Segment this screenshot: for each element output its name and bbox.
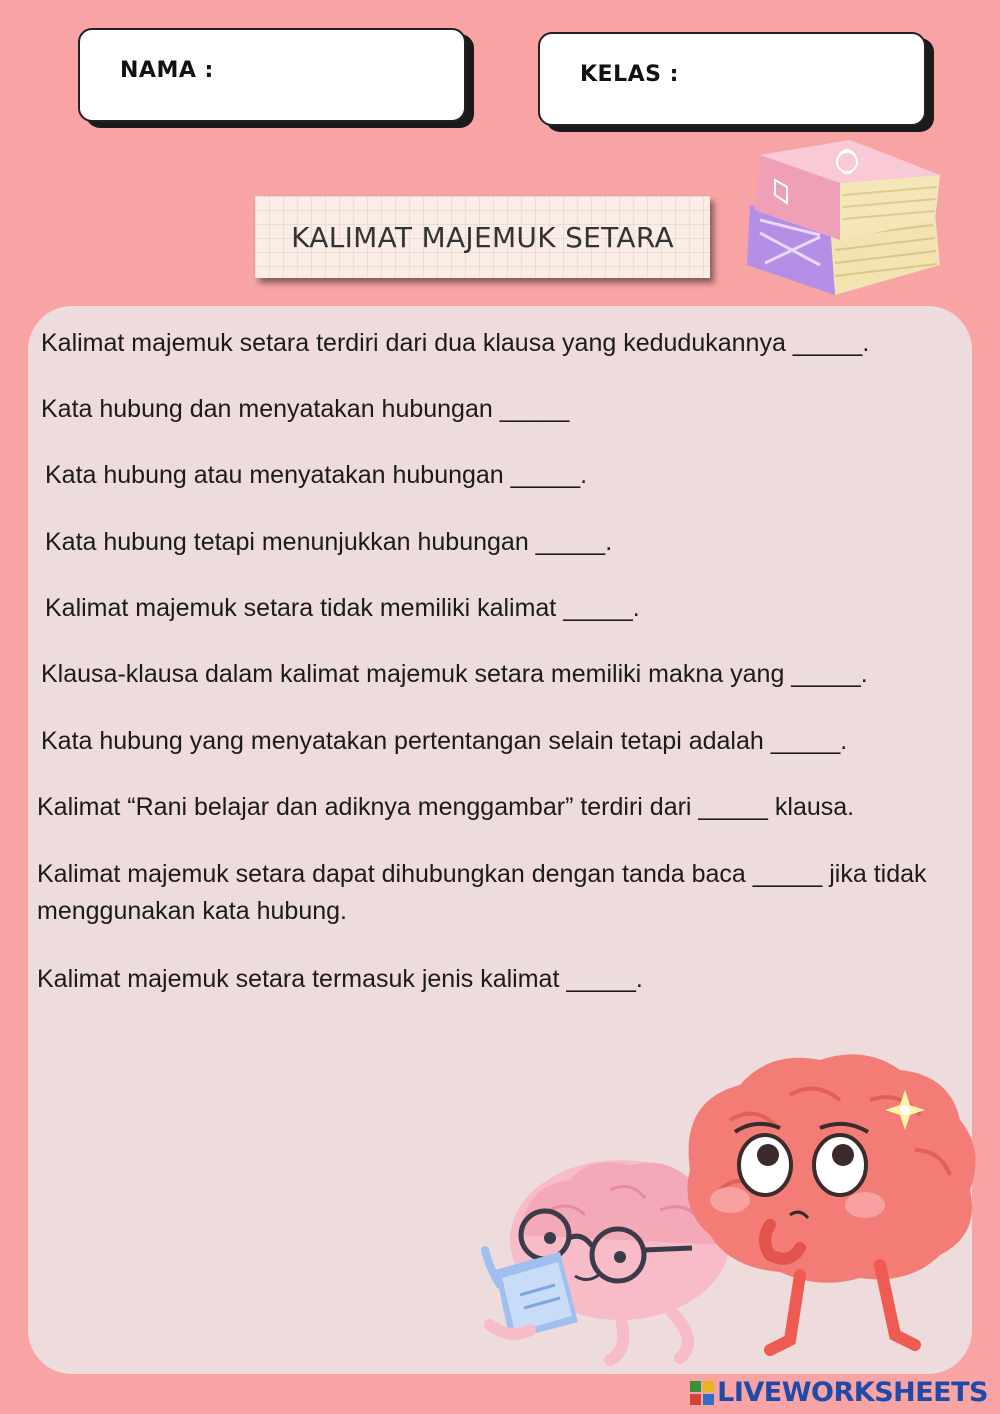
footer-brand: LIVEWORKSHEETS	[717, 1377, 988, 1408]
question-8: Kalimat “Rani belajar dan adiknya menggambar” terdiri dari _____ klausa.	[37, 793, 855, 821]
question-7: Kata hubung yang menyatakan pertentangan selain tetapi adalah _____.	[41, 727, 848, 755]
brains-illustration	[470, 1040, 985, 1370]
question-1: Kalimat majemuk setara terdiri dari dua klausa yang kedudukannya _____.	[41, 329, 870, 357]
books-stack-icon	[735, 125, 950, 305]
question-2: Kata hubung dan menyatakan hubungan _____	[41, 395, 570, 423]
class-input[interactable]	[690, 54, 904, 96]
question-9: Kalimat majemuk setara dapat dihubungkan dengan tanda baca _____ jika tidak menggunakan kata hubung.	[37, 860, 927, 925]
liveworksheets-logo	[689, 1377, 988, 1408]
brain-thinking-icon	[688, 1054, 976, 1350]
page-title: KALIMAT MAJEMUK SETARA	[291, 220, 674, 254]
question-3: Kata hubung atau menyatakan hubungan _____.	[45, 461, 588, 489]
question-5: Kalimat majemuk setara tidak memiliki kalimat _____.	[45, 594, 640, 622]
question-6: Klausa-klausa dalam kalimat majemuk setara memiliki makna yang _____.	[41, 660, 868, 688]
class-field-box	[538, 32, 926, 126]
title-box	[255, 196, 710, 278]
name-label: NAMA :	[120, 58, 214, 83]
liveworksheets-logo-icon	[689, 1380, 715, 1406]
question-10: Kalimat majemuk setara termasuk jenis kalimat _____.	[37, 965, 643, 993]
class-label: KELAS :	[580, 62, 679, 87]
name-input[interactable]	[230, 50, 444, 92]
name-field-box	[78, 28, 466, 122]
question-4: Kata hubung tetapi menunjukkan hubungan _____.	[45, 528, 613, 556]
